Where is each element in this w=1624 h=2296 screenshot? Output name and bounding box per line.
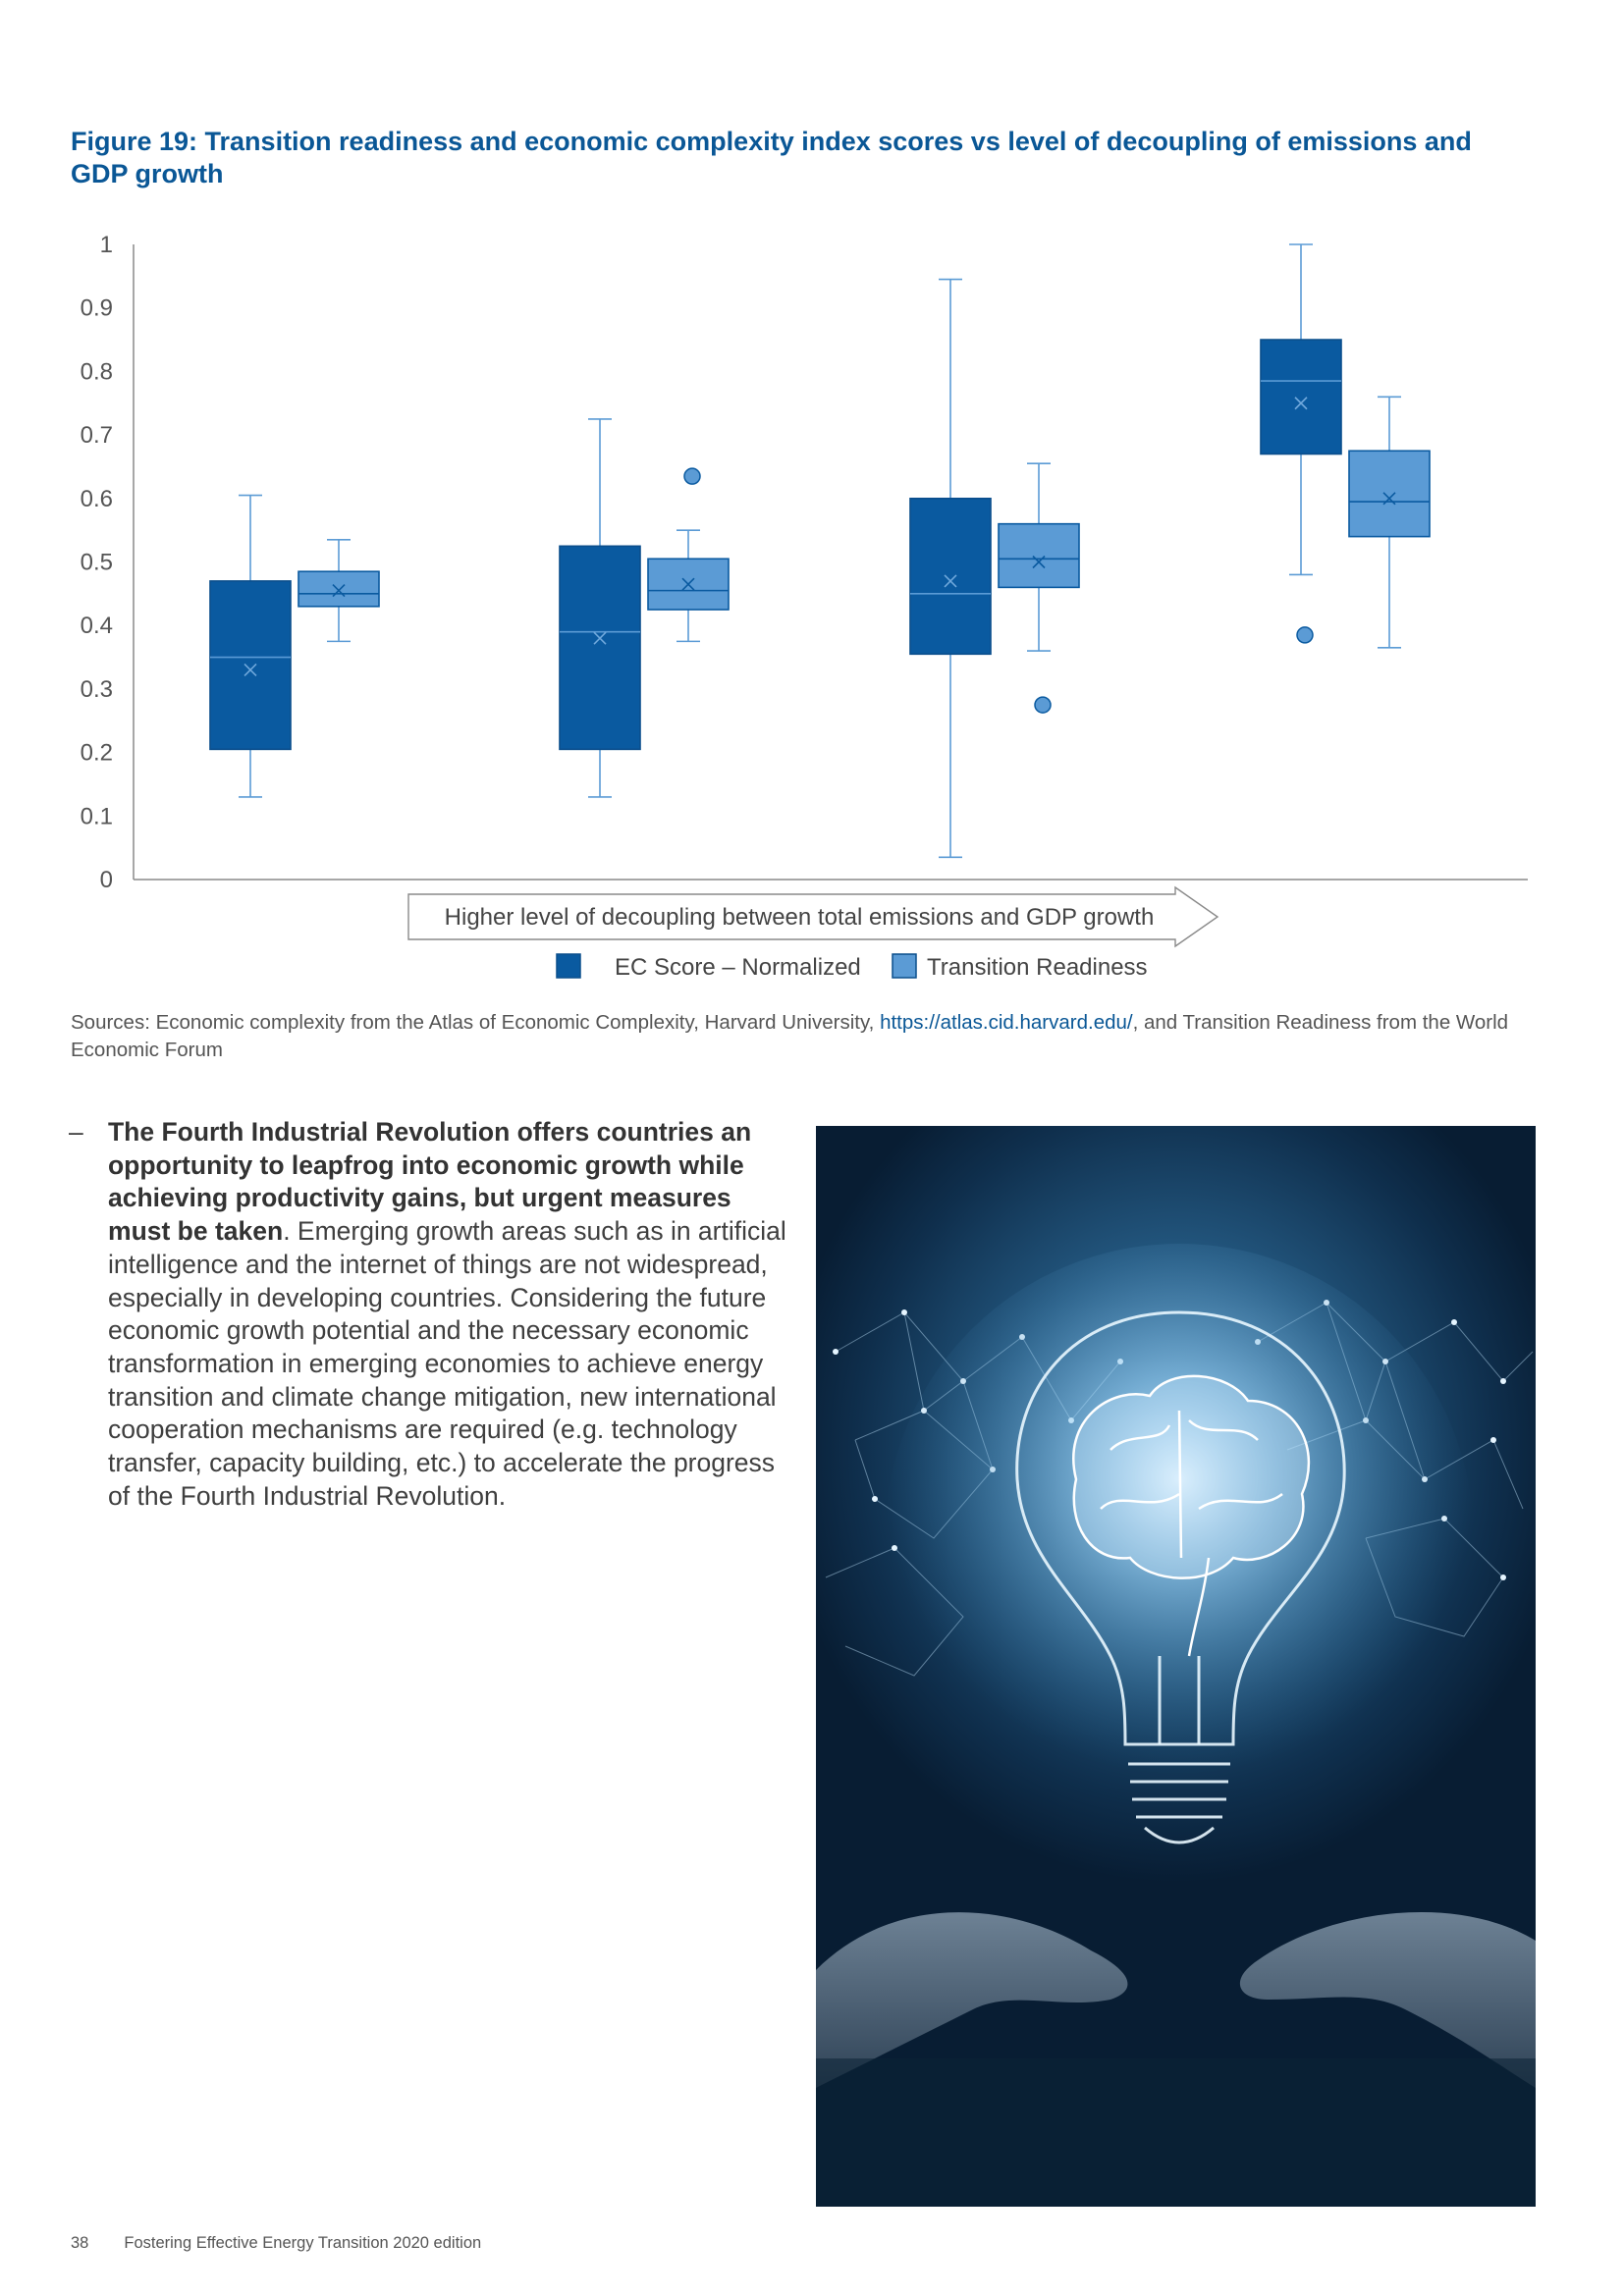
y-tick-label: 0.4 (80, 613, 113, 640)
sources-note (71, 1009, 1543, 1064)
body-bold-lead: The Fourth Industrial Revolution offers countries an opportunity to leapfrog into economic growth while achieving productivity gains, but urgent measures must be taken (108, 1117, 752, 1247)
boxplot-chart (0, 0, 1624, 991)
y-tick-label: 1 (99, 232, 113, 258)
y-tick-label: 0.6 (80, 485, 113, 512)
sources-link[interactable]: https://atlas.cid.harvard.edu/ (880, 1011, 1133, 1034)
y-tick-label: 0.7 (80, 422, 113, 450)
y-tick-label: 0 (99, 867, 113, 893)
list-dash: – (69, 1117, 83, 1147)
legend-label: Transition Readiness (927, 954, 1148, 981)
y-tick-label: 0.5 (80, 549, 113, 576)
y-tick-label: 0.3 (80, 675, 113, 703)
y-tick-label: 0.9 (80, 294, 113, 322)
legend-swatch (557, 954, 580, 978)
outlier-point (1297, 627, 1313, 643)
box (910, 499, 991, 655)
page-number: 38 (71, 2234, 89, 2252)
box (298, 571, 379, 607)
page-footer (71, 2234, 481, 2253)
box (1261, 340, 1341, 454)
legend-swatch (893, 954, 916, 978)
figure-title: Figure 19: Transition readiness and economic complexity index scores vs level of decoupling of emissions and GDP growth (71, 127, 1472, 188)
sources-text: Sources: Economic complexity from the Atlas of Economic Complexity, Harvard University, (71, 1011, 881, 1034)
outlier-point (1035, 697, 1051, 713)
legend-label: EC Score – Normalized (615, 954, 861, 981)
x-arrow-label: Higher level of decoupling between total emissions and GDP growth (444, 904, 1155, 931)
box (999, 524, 1079, 588)
box (560, 546, 640, 749)
brain-lightbulb-photo (816, 1126, 1536, 2207)
box (210, 581, 291, 749)
publication-title: Fostering Effective Energy Transition 2020 edition (124, 2234, 482, 2252)
sources-text-end: , and Transition Readiness from the World Economic Forum (71, 1011, 1509, 1061)
body-rest: . Emerging growth areas such as in artificial intelligence and the internet of things are not widespread, especially in developing countries. Considering the future economic growth potential and the necessary economic transformation in emerging economies to achieve energy transition and climate change mitigation, new international cooperation mechanisms are required (e.g. technology transfer, capacity building, etc.) to accelerate the progress of the Fourth Industrial Revolution. (108, 1216, 786, 1511)
y-tick-label: 0.2 (80, 739, 113, 767)
body-paragraph (69, 1116, 795, 1513)
outlier-point (684, 468, 700, 484)
y-tick-label: 0.8 (80, 358, 113, 386)
y-tick-label: 0.1 (80, 803, 113, 830)
box (1349, 451, 1430, 536)
